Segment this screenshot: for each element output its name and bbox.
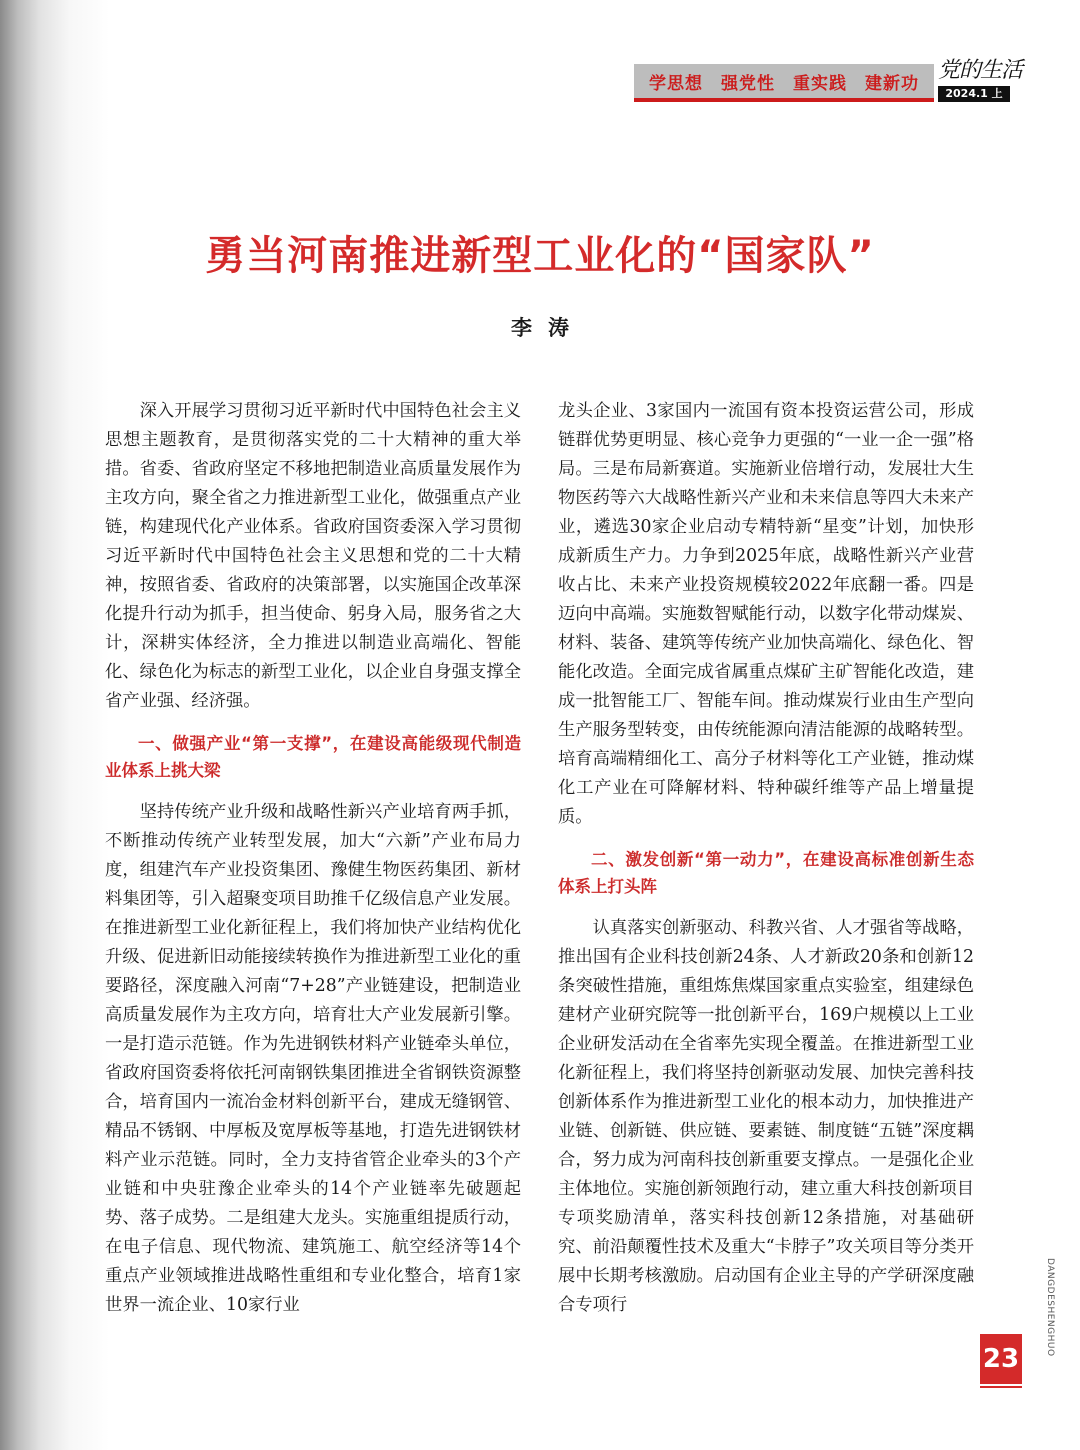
article-title: 勇当河南推进新型工业化的“国家队” bbox=[205, 233, 875, 279]
page-number: 23 bbox=[980, 1334, 1022, 1384]
intro-paragraph: 深入开展学习贯彻习近平新时代中国特色社会主义思想主题教育，是贯彻落实党的二十大精神的重大举措。省委、省政府坚定不移地把制造业高质量发展作为主攻方向，聚全省之力推进新型工业化，做强重点产业链，构建现代化产业体系。省政府国资委深入学习贯彻习近平新时代中国特色社会主义思想和党的二十大精神，按照省委、省政府的决策部署，以实施国企改革深化提升行动为抓手，担当使命、躬身入局，服务省之大计，深耕实体经济，全力推进以制造业高端化、智能化、绿色化为标志的新型工业化，以企业自身强支撑全省产业强、经济强。 bbox=[105, 401, 521, 711]
section-heading-2: 二、激发创新“第一动力”，在建设高标准创新生态体系上打头阵 bbox=[558, 850, 974, 896]
section-1-continued-paragraph: 龙头企业、3家国内一流国有资本投资运营公司，形成链群优势更明显、核心竞争力更强的“一业一企一强”格局。三是布局新赛道。实施新业倍增行动，发展壮大生物医药等六大战略性新兴产业和未来信息等四大未来产业，遴选30家企业启动专精特新“星变”计划，加快形成新质生产力。力争到2025年底，战略性新兴产业营收占比、未来产业投资规模较2022年底翻一番。四是迈向中高端。实施数智赋能行动，以数字化带动煤炭、材料、装备、建筑等传统产业加快高端化、绿色化、智能化改造。全面完成省属重点煤矿主矿智能化改造，建成一批智能工厂、智能车间。推动煤炭行业由生产型向生产服务型转变，由传统能源向清洁能源的战略转型。培育高端精细化工、高分子材料等化工产业链，推动煤化工产业在可降解材料、特种碳纤维等产品上增量提质。 bbox=[558, 401, 974, 827]
issue-label: 2024.1 上 bbox=[938, 86, 1010, 102]
page-number-underline bbox=[980, 1386, 1022, 1398]
section-2-paragraph: 认真落实创新驱动、科教兴省、人才强省等战略，推出国有企业科技创新24条、人才新政20条和创新12条突破性措施，重组炼焦煤国家重点实验室，组建绿色建材产业研究院等一批创新平台，169户规模以上工业企业研发活动在全省率先实现全覆盖。在推进新型工业化新征程上，我们将坚持创新驱动发展、加快完善科技创新体系作为推进新型工业化的根本动力，加快推进产业链、创新链、供应链、要素链、制度链“五链”深度耦合，努力成为河南科技创新重要支撑点。一是强化企业主体地位。实施创新领跑行动，建立重大科技创新项目专项奖励清单，落实科技创新12条措施，对基础研究、前沿颠覆性技术及重大“卡脖子”攻关项目等分类开展中长期考核激励。启动国有企业主导的产学研深度融合专项行 bbox=[558, 918, 974, 1315]
magazine-masthead bbox=[938, 58, 1023, 102]
left-column bbox=[105, 397, 521, 1320]
header-tag: 学思想 bbox=[649, 73, 703, 94]
section-heading-1: 一、做强产业“第一支撑”，在建设高能级现代制造业体系上挑大梁 bbox=[105, 734, 521, 780]
right-column bbox=[558, 397, 974, 1320]
header-tag-band bbox=[634, 64, 934, 102]
header-tag: 重实践 bbox=[793, 73, 847, 94]
header-tag: 建新功 bbox=[865, 73, 919, 94]
section-1-paragraph: 坚持传统产业升级和战略性新兴产业培育两手抓，不断推动传统产业转型发展，加大“六新”产业布局力度，组建汽车产业投资集团、豫健生物医药集团、新材料集团等，引入超聚变项目助推千亿级信息产业发展。在推进新型工业化新征程上，我们将加快产业结构优化升级、促进新旧动能接续转换作为推进新型工业化的重要路径，深度融入河南“7+28”产业链建设，把制造业高质量发展作为主攻方向，培育壮大产业发展新引擎。一是打造示范链。作为先进钢铁材料产业链牵头单位，省政府国资委将依托河南钢铁集团推进全省钢铁资源整合，培育国内一流冶金材料创新平台，建成无缝钢管、精品不锈钢、中厚板及宽厚板等基地，打造先进钢铁材料产业示范链。同时，全力支持省管企业牵头的3个产业链和中央驻豫企业牵头的14个产业链率先破题起势、落子成势。二是组建大龙头。实施重组提质行动，在电子信息、现代物流、建筑施工、航空经济等14个重点产业领域推进战略性重组和专业化整合，培育1家世界一流企业、10家行业 bbox=[105, 802, 521, 1315]
header-tag: 强党性 bbox=[721, 73, 775, 94]
magazine-side-text: DANGDESHENGHUO bbox=[1045, 1258, 1055, 1357]
magazine-logo: 党的生活 bbox=[938, 58, 1023, 83]
article-author: 李涛 bbox=[511, 316, 585, 340]
